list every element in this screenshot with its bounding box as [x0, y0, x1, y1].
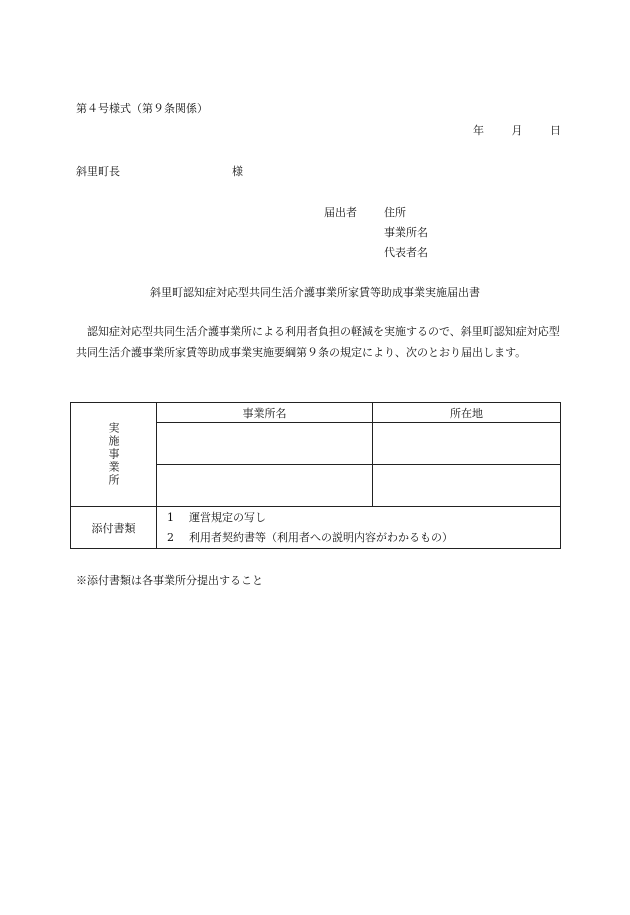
form-number: 第４号様式（第９条関係）	[76, 102, 208, 115]
date-line	[473, 122, 561, 138]
date-month: 月	[511, 124, 523, 137]
notifier-label: 届出者	[324, 206, 357, 219]
attachment-number: 2	[167, 530, 174, 544]
attachment-number: 1	[167, 510, 174, 524]
date-year: 年	[473, 124, 484, 137]
attachment-note: ※添付書類は各事業所分提出すること	[76, 574, 263, 587]
form-table	[70, 402, 561, 549]
attachment-item	[157, 528, 560, 548]
location-cell-1[interactable]	[373, 423, 561, 465]
col-header-office: 事業所名	[157, 403, 373, 423]
attachments-cell	[157, 507, 561, 549]
office-name-cell-2[interactable]	[157, 465, 373, 507]
attachment-text: 運営規定の写し	[189, 510, 266, 524]
attachment-item	[157, 508, 560, 528]
representative-label: 代表者名	[384, 246, 428, 259]
col-header-location: 所在地	[373, 403, 561, 423]
attachment-text: 利用者契約書等（利用者への説明内容がわかるもの）	[189, 530, 453, 544]
body-text: 認知症対応型共同生活介護事業所による利用者負担の軽減を実施するので、斜里町認知症対応型共同生活介護事業所家賃等助成事業実施要綱第９条の規定により、次のとおり届出します。	[76, 325, 560, 359]
addressee-honorific: 様	[232, 165, 243, 178]
row-header-label: 実施事業所	[107, 422, 120, 487]
attachments-label: 添付書類	[71, 507, 157, 549]
date-day: 日	[550, 124, 561, 137]
address-label: 住所	[384, 206, 406, 219]
document-title: 斜里町認知症対応型共同生活介護事業所家賃等助成事業実施届出書	[150, 286, 480, 299]
location-cell-2[interactable]	[373, 465, 561, 507]
office-name-cell-1[interactable]	[157, 423, 373, 465]
addressee-name: 斜里町長	[76, 165, 120, 178]
row-header-cell	[71, 403, 157, 507]
office-name-label: 事業所名	[384, 226, 428, 239]
